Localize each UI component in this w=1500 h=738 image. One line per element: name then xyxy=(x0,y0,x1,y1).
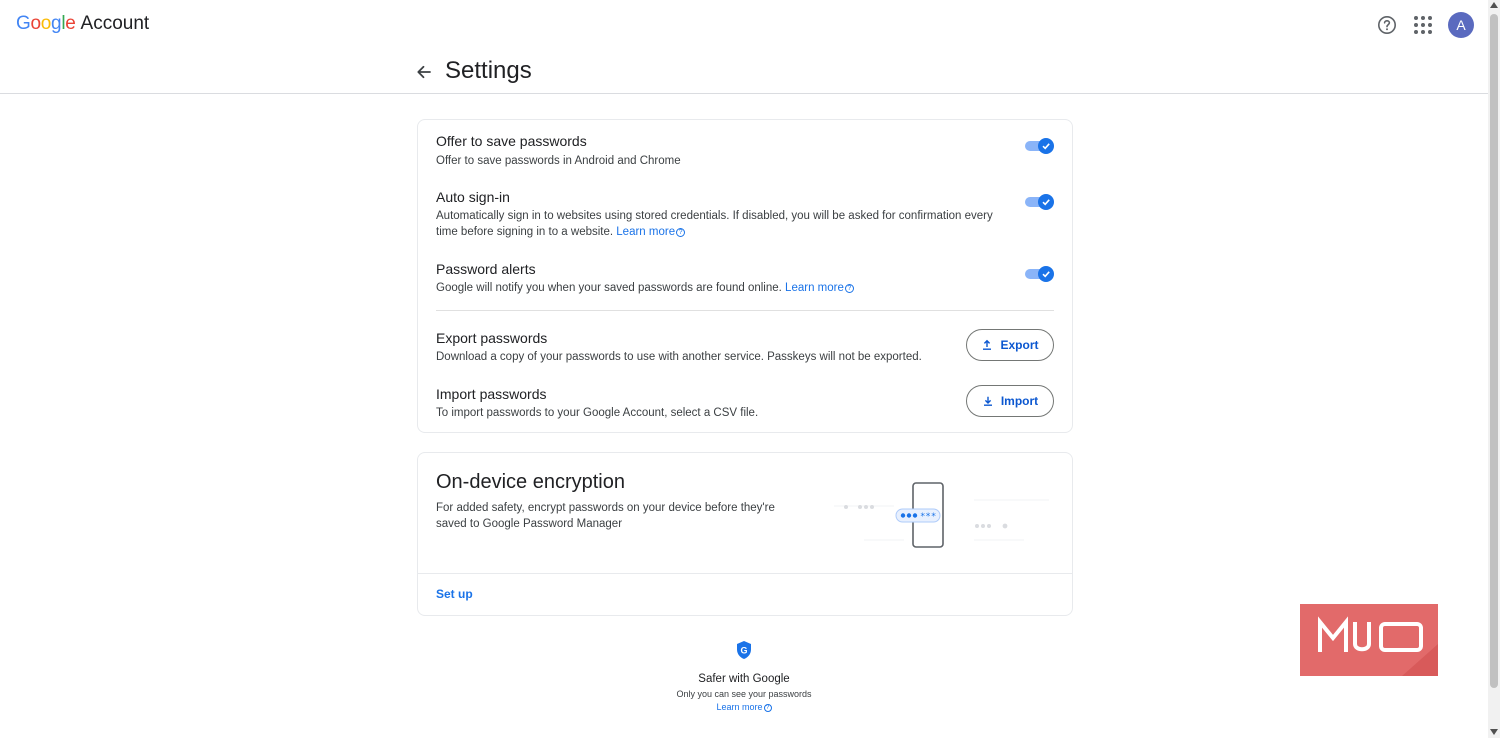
learn-more-link[interactable]: Learn more xyxy=(785,282,844,294)
setting-title: Import passwords xyxy=(436,386,547,402)
svg-text:G: G xyxy=(740,645,748,656)
help-small-icon: ? xyxy=(676,228,685,237)
help-small-icon: ? xyxy=(764,704,772,712)
scroll-up-arrow-icon[interactable] xyxy=(1490,2,1498,8)
google-shield-icon xyxy=(735,640,753,660)
logo-letter: e xyxy=(65,13,76,34)
setting-title: Export passwords xyxy=(436,330,548,346)
setting-title: Auto sign-in xyxy=(436,189,510,205)
setting-description: Offer to save passwords in Android and Chrome xyxy=(436,155,681,167)
password-settings-card xyxy=(417,119,1073,433)
setting-description: Download a copy of your passwords to use with another service. Passkeys will not be exported. xyxy=(436,351,922,363)
setting-description xyxy=(436,280,1054,296)
safer-with-google-footer xyxy=(600,640,888,712)
footer-learn-more-label: Learn more xyxy=(716,702,763,712)
page-title: Settings xyxy=(445,57,532,84)
encryption-description: For added safety, encrypt passwords on your device before they're saved to Google Password Manager xyxy=(436,502,775,530)
export-passwords-setting xyxy=(436,330,1054,365)
help-circle-icon[interactable] xyxy=(1376,14,1398,36)
encryption-card xyxy=(417,452,1073,616)
top-icons xyxy=(1376,12,1474,38)
scroll-down-arrow-icon[interactable] xyxy=(1490,729,1498,735)
auto-signin-toggle[interactable] xyxy=(1025,194,1054,209)
export-button[interactable] xyxy=(966,329,1054,361)
account-label: Account xyxy=(80,13,150,34)
help-small-icon: ? xyxy=(845,284,854,293)
offer-save-setting xyxy=(436,133,1054,169)
learn-more-link[interactable]: Learn more xyxy=(616,226,676,238)
setting-description xyxy=(436,208,1010,240)
logo-letter: g xyxy=(51,13,62,34)
page-scrollbar[interactable] xyxy=(1488,0,1500,738)
download-icon xyxy=(982,395,994,407)
set-up-link[interactable]: Set up xyxy=(436,587,473,601)
check-icon xyxy=(1038,138,1054,154)
arrow-back-icon[interactable] xyxy=(414,62,434,82)
avatar[interactable] xyxy=(1448,12,1474,38)
logo-letter: o xyxy=(40,13,52,34)
auto-signin-setting xyxy=(436,189,1010,240)
footer-title: Safer with Google xyxy=(698,673,790,685)
upload-icon xyxy=(981,339,993,351)
divider xyxy=(418,573,1072,574)
logo-letter: G xyxy=(16,13,31,34)
google-logo xyxy=(16,13,76,35)
logo-letter: l xyxy=(61,13,66,34)
import-button[interactable] xyxy=(966,385,1054,417)
avatar-letter: A xyxy=(1456,17,1466,33)
import-label: Import xyxy=(1000,394,1039,408)
encryption-title: On-device encryption xyxy=(436,471,625,493)
logo-letter: o xyxy=(30,13,41,34)
auto-signin-desc: Automatically sign in to websites using stored credentials. If disabled, you will be asked for confirmation every time before signing in to a website. xyxy=(436,210,993,238)
check-icon xyxy=(1038,194,1054,210)
svg-text:***: *** xyxy=(920,512,937,522)
muo-watermark-logo xyxy=(1300,604,1438,676)
footer-subtitle: Only you can see your passwords xyxy=(676,689,812,699)
password-alerts-setting xyxy=(436,261,1054,296)
password-alerts-toggle[interactable] xyxy=(1025,266,1054,281)
offer-save-toggle[interactable] xyxy=(1025,138,1054,153)
page-header xyxy=(0,50,1488,94)
setting-description: To import passwords to your Google Account, select a CSV file. xyxy=(436,407,759,419)
import-passwords-setting xyxy=(436,386,1054,421)
footer-learn-more-link[interactable] xyxy=(600,702,888,712)
setting-title: Offer to save passwords xyxy=(436,133,587,149)
password-alerts-desc: Google will notify you when your saved passwords are found online. xyxy=(436,282,782,294)
phone-encryption-illustration xyxy=(824,478,1054,553)
apps-grid-icon[interactable] xyxy=(1412,14,1434,36)
google-account-logo[interactable] xyxy=(16,13,149,35)
top-bar xyxy=(0,0,1488,50)
scroll-thumb[interactable] xyxy=(1490,14,1498,688)
export-label: Export xyxy=(1000,338,1039,352)
setting-title: Password alerts xyxy=(436,261,536,277)
check-icon xyxy=(1038,266,1054,282)
divider xyxy=(436,310,1054,311)
